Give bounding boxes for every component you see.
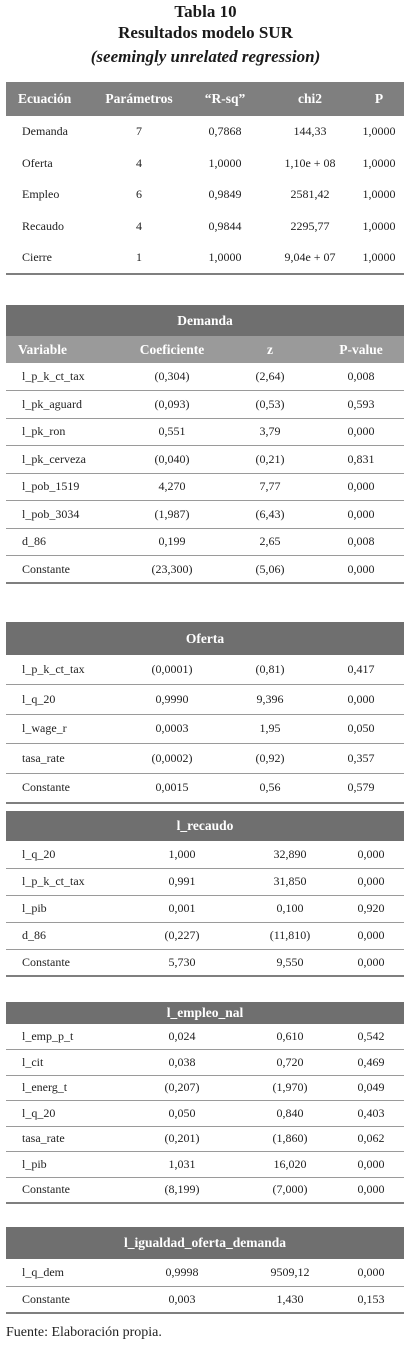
- cell-value: 0,991: [168, 874, 196, 888]
- empleo-table: [6, 1002, 404, 1204]
- cell-value: (11,810): [269, 928, 311, 942]
- table-row: [6, 391, 404, 419]
- cell-value: 0,000: [347, 479, 375, 494]
- table-row: [6, 744, 404, 774]
- cell-value: 144,33: [293, 124, 327, 139]
- cell-value: 9,04e + 07: [284, 249, 336, 264]
- table-row: [6, 501, 404, 529]
- table-row: [6, 895, 404, 922]
- cell-value: 3,79: [259, 424, 281, 439]
- cell-value: 0,417: [347, 662, 375, 677]
- cell-value: 1,0000: [362, 187, 396, 202]
- cell-value: 0,7868: [208, 124, 242, 139]
- cell-value: 0,000: [347, 424, 375, 439]
- cell-value: 0,049: [357, 1080, 385, 1095]
- row-label: l_q_dem: [22, 1264, 64, 1279]
- row-label: l_pob_1519: [22, 479, 80, 494]
- cell-value: 0,000: [357, 1156, 385, 1171]
- table-row: [6, 949, 404, 976]
- cell-value: 32,890: [273, 846, 307, 861]
- summary-table: [6, 82, 404, 275]
- table-row: [6, 1075, 404, 1101]
- cell-value: 0,920: [357, 901, 385, 915]
- table-row: [6, 179, 404, 211]
- row-label: Constante: [22, 1291, 70, 1306]
- cell-value: (0,53): [255, 396, 285, 411]
- cell-value: 0,9998: [165, 1264, 199, 1279]
- recaudo-table: [6, 811, 404, 977]
- cell-value: 0,000: [357, 928, 385, 942]
- cell-value: 0,403: [357, 1105, 385, 1120]
- demanda-title: Demanda: [6, 305, 404, 336]
- cell-value: (5,06): [255, 561, 285, 576]
- row-label: Recaudo: [22, 218, 64, 233]
- cell-value: 4: [136, 155, 142, 170]
- table-row: [6, 714, 404, 744]
- row-label: l_p_k_ct_tax: [22, 662, 85, 677]
- cell-value: 9,396: [256, 691, 284, 706]
- cell-value: 0,050: [168, 1105, 196, 1120]
- row-label: l_pk_cerveza: [22, 451, 86, 466]
- cell-value: 0,551: [158, 424, 186, 439]
- cell-value: 0,100: [276, 901, 304, 915]
- cell-value: (0,21): [255, 451, 285, 466]
- cell-value: 0,000: [357, 1182, 385, 1196]
- row-label: l_wage_r: [22, 721, 67, 736]
- row-label: Empleo: [22, 187, 60, 202]
- igualdad-title: l_igualdad_oferta_demanda: [6, 1227, 404, 1259]
- table-row: [6, 1177, 404, 1203]
- cell-value: 0,000: [357, 1264, 385, 1279]
- row-label: Constante: [22, 954, 70, 969]
- row-label: l_pob_3034: [22, 506, 80, 521]
- row-label: tasa_rate: [22, 751, 65, 766]
- header-z: z: [222, 336, 318, 363]
- oferta-title: Oferta: [6, 622, 404, 655]
- row-label: l_emp_p_t: [22, 1029, 74, 1043]
- cell-value: 1,10e + 08: [284, 155, 336, 170]
- cell-value: 9,550: [276, 954, 304, 969]
- row-label: l_p_k_ct_tax: [22, 369, 85, 383]
- cell-value: 0,357: [347, 751, 375, 766]
- row-label: l_pk_aguard: [22, 396, 82, 411]
- cell-value: 5,730: [168, 954, 196, 969]
- cell-value: 0,008: [347, 534, 375, 549]
- table-row: [6, 1152, 404, 1178]
- header-rsq: “R-sq”: [184, 82, 266, 116]
- cell-value: 0,610: [276, 1029, 304, 1043]
- cell-value: 0,000: [347, 506, 375, 521]
- cell-value: 0,9990: [155, 691, 189, 706]
- cell-value: 0,0015: [155, 780, 189, 795]
- cell-value: (0,0001): [151, 662, 193, 677]
- cell-value: 0,720: [276, 1054, 304, 1069]
- cell-value: 0,840: [276, 1105, 304, 1120]
- table-title: Resultados modelo SUR: [118, 23, 293, 42]
- cell-value: 0,038: [168, 1054, 196, 1069]
- header-p: P: [354, 82, 404, 116]
- cell-value: 31,850: [273, 874, 307, 888]
- table-row: [6, 363, 404, 391]
- row-label: d_86: [22, 534, 46, 549]
- table-row: [6, 116, 404, 148]
- cell-value: (8,199): [164, 1182, 200, 1196]
- table-row: [6, 1126, 404, 1152]
- cell-value: 0,001: [168, 901, 196, 915]
- row-label: l_p_k_ct_tax: [22, 874, 85, 888]
- table-row: [6, 1259, 404, 1286]
- cell-value: (1,860): [272, 1131, 308, 1146]
- cell-value: 0,000: [357, 954, 385, 969]
- cell-value: 1,95: [259, 721, 281, 736]
- source-note: Fuente: Elaboración propia.: [6, 1325, 162, 1340]
- cell-value: 0,003: [168, 1291, 196, 1306]
- table-row: [6, 211, 404, 243]
- cell-value: 1,0000: [208, 155, 242, 170]
- cell-value: (0,201): [164, 1131, 200, 1146]
- cell-value: 7,77: [259, 479, 281, 494]
- table-row: [6, 528, 404, 556]
- row-label: Constante: [22, 1182, 70, 1196]
- cell-value: 2,65: [259, 534, 281, 549]
- row-label: Oferta: [22, 155, 53, 170]
- row-label: tasa_rate: [22, 1131, 65, 1146]
- table-row: [6, 242, 404, 274]
- row-label: Cierre: [22, 249, 52, 264]
- cell-value: (7,000): [272, 1182, 308, 1196]
- igualdad-table: [6, 1227, 404, 1314]
- cell-value: (0,227): [164, 928, 200, 942]
- cell-value: (0,92): [255, 751, 285, 766]
- cell-value: 1,0000: [208, 249, 242, 264]
- cell-value: 0,153: [357, 1291, 385, 1306]
- table-row: [6, 473, 404, 501]
- table-row: [6, 1024, 404, 1050]
- cell-value: 0,062: [357, 1131, 385, 1146]
- cell-value: 1,031: [168, 1156, 196, 1171]
- cell-value: 0,008: [347, 369, 375, 383]
- row-label: l_pk_ron: [22, 424, 66, 439]
- table-row: [6, 655, 404, 685]
- row-label: Constante: [22, 780, 70, 795]
- table-row: [6, 1286, 404, 1313]
- cell-value: (23,300): [151, 561, 193, 576]
- cell-value: 2295,77: [290, 218, 330, 233]
- row-label: d_86: [22, 928, 46, 942]
- table-row: [6, 418, 404, 446]
- row-label: l_energ_t: [22, 1080, 68, 1095]
- cell-value: (0,093): [154, 396, 190, 411]
- table-row: [6, 922, 404, 949]
- cell-value: 1,430: [276, 1291, 304, 1306]
- cell-value: 1,0000: [362, 124, 396, 139]
- cell-value: 0,024: [168, 1029, 196, 1043]
- cell-value: 6: [136, 187, 142, 202]
- table-row: [6, 685, 404, 715]
- cell-value: 1,0000: [362, 249, 396, 264]
- row-label: l_pib: [22, 1156, 47, 1171]
- cell-value: (0,304): [154, 369, 190, 383]
- cell-value: 7: [136, 124, 142, 139]
- cell-value: 0,579: [347, 780, 375, 795]
- table-row: [6, 556, 404, 584]
- cell-value: 0,9844: [208, 218, 242, 233]
- table-number: Tabla 10: [174, 2, 237, 21]
- row-label: l_q_20: [22, 846, 56, 861]
- cell-value: 0,469: [357, 1054, 385, 1069]
- table-row: [6, 1101, 404, 1127]
- cell-value: (2,64): [255, 369, 285, 383]
- cell-value: (0,0002): [151, 751, 193, 766]
- recaudo-title: l_recaudo: [6, 811, 404, 841]
- cell-value: 4: [136, 218, 142, 233]
- table-row: [6, 148, 404, 180]
- cell-value: 0,593: [347, 396, 375, 411]
- cell-value: 0,050: [347, 721, 375, 736]
- cell-value: 1,0000: [362, 155, 396, 170]
- cell-value: 4,270: [158, 479, 186, 494]
- cell-value: 1: [136, 249, 142, 264]
- demanda-table: [6, 305, 404, 584]
- cell-value: 0,9849: [208, 187, 242, 202]
- cell-value: (0,207): [164, 1080, 200, 1095]
- cell-value: (0,040): [154, 451, 190, 466]
- cell-value: 1,000: [168, 846, 196, 861]
- row-label: Demanda: [22, 124, 68, 139]
- cell-value: 0,542: [357, 1029, 385, 1043]
- cell-value: (1,987): [154, 506, 190, 521]
- cell-value: 0,56: [259, 780, 281, 795]
- table-subtitle: (seemingly unrelated regression): [90, 47, 321, 66]
- empleo-title: l_empleo_nal: [6, 1002, 404, 1024]
- cell-value: 0,199: [158, 534, 186, 549]
- cell-value: 16,020: [273, 1156, 307, 1171]
- row-label: l_q_20: [22, 1105, 56, 1120]
- row-label: l_q_20: [22, 691, 56, 706]
- cell-value: (6,43): [255, 506, 285, 521]
- header-parametros: Parámetros: [94, 82, 184, 116]
- cell-value: 0,0003: [155, 721, 189, 736]
- cell-value: 0,831: [347, 451, 375, 466]
- cell-value: 2581,42: [290, 187, 330, 202]
- row-label: l_cit: [22, 1054, 44, 1069]
- cell-value: 9509,12: [270, 1264, 310, 1279]
- table-row: [6, 841, 404, 868]
- row-label: Constante: [22, 561, 70, 576]
- cell-value: 0,000: [347, 691, 375, 706]
- cell-value: 0,000: [357, 846, 385, 861]
- header-variable: Variable: [6, 336, 122, 363]
- table-row: [6, 773, 404, 803]
- header-chi2: chi2: [266, 82, 354, 116]
- cell-value: (0,81): [255, 662, 285, 677]
- cell-value: (1,970): [272, 1080, 308, 1095]
- cell-value: 0,000: [347, 561, 375, 576]
- header-ecuacion: Ecuación: [6, 82, 94, 116]
- header-coeficiente: Coeficiente: [122, 336, 222, 363]
- table-row: [6, 868, 404, 895]
- table-row: [6, 1050, 404, 1076]
- header-pvalue: P-value: [318, 336, 404, 363]
- cell-value: 0,000: [357, 874, 385, 888]
- table-row: [6, 446, 404, 474]
- row-label: l_pib: [22, 901, 47, 915]
- oferta-table: [6, 622, 404, 804]
- cell-value: 1,0000: [362, 218, 396, 233]
